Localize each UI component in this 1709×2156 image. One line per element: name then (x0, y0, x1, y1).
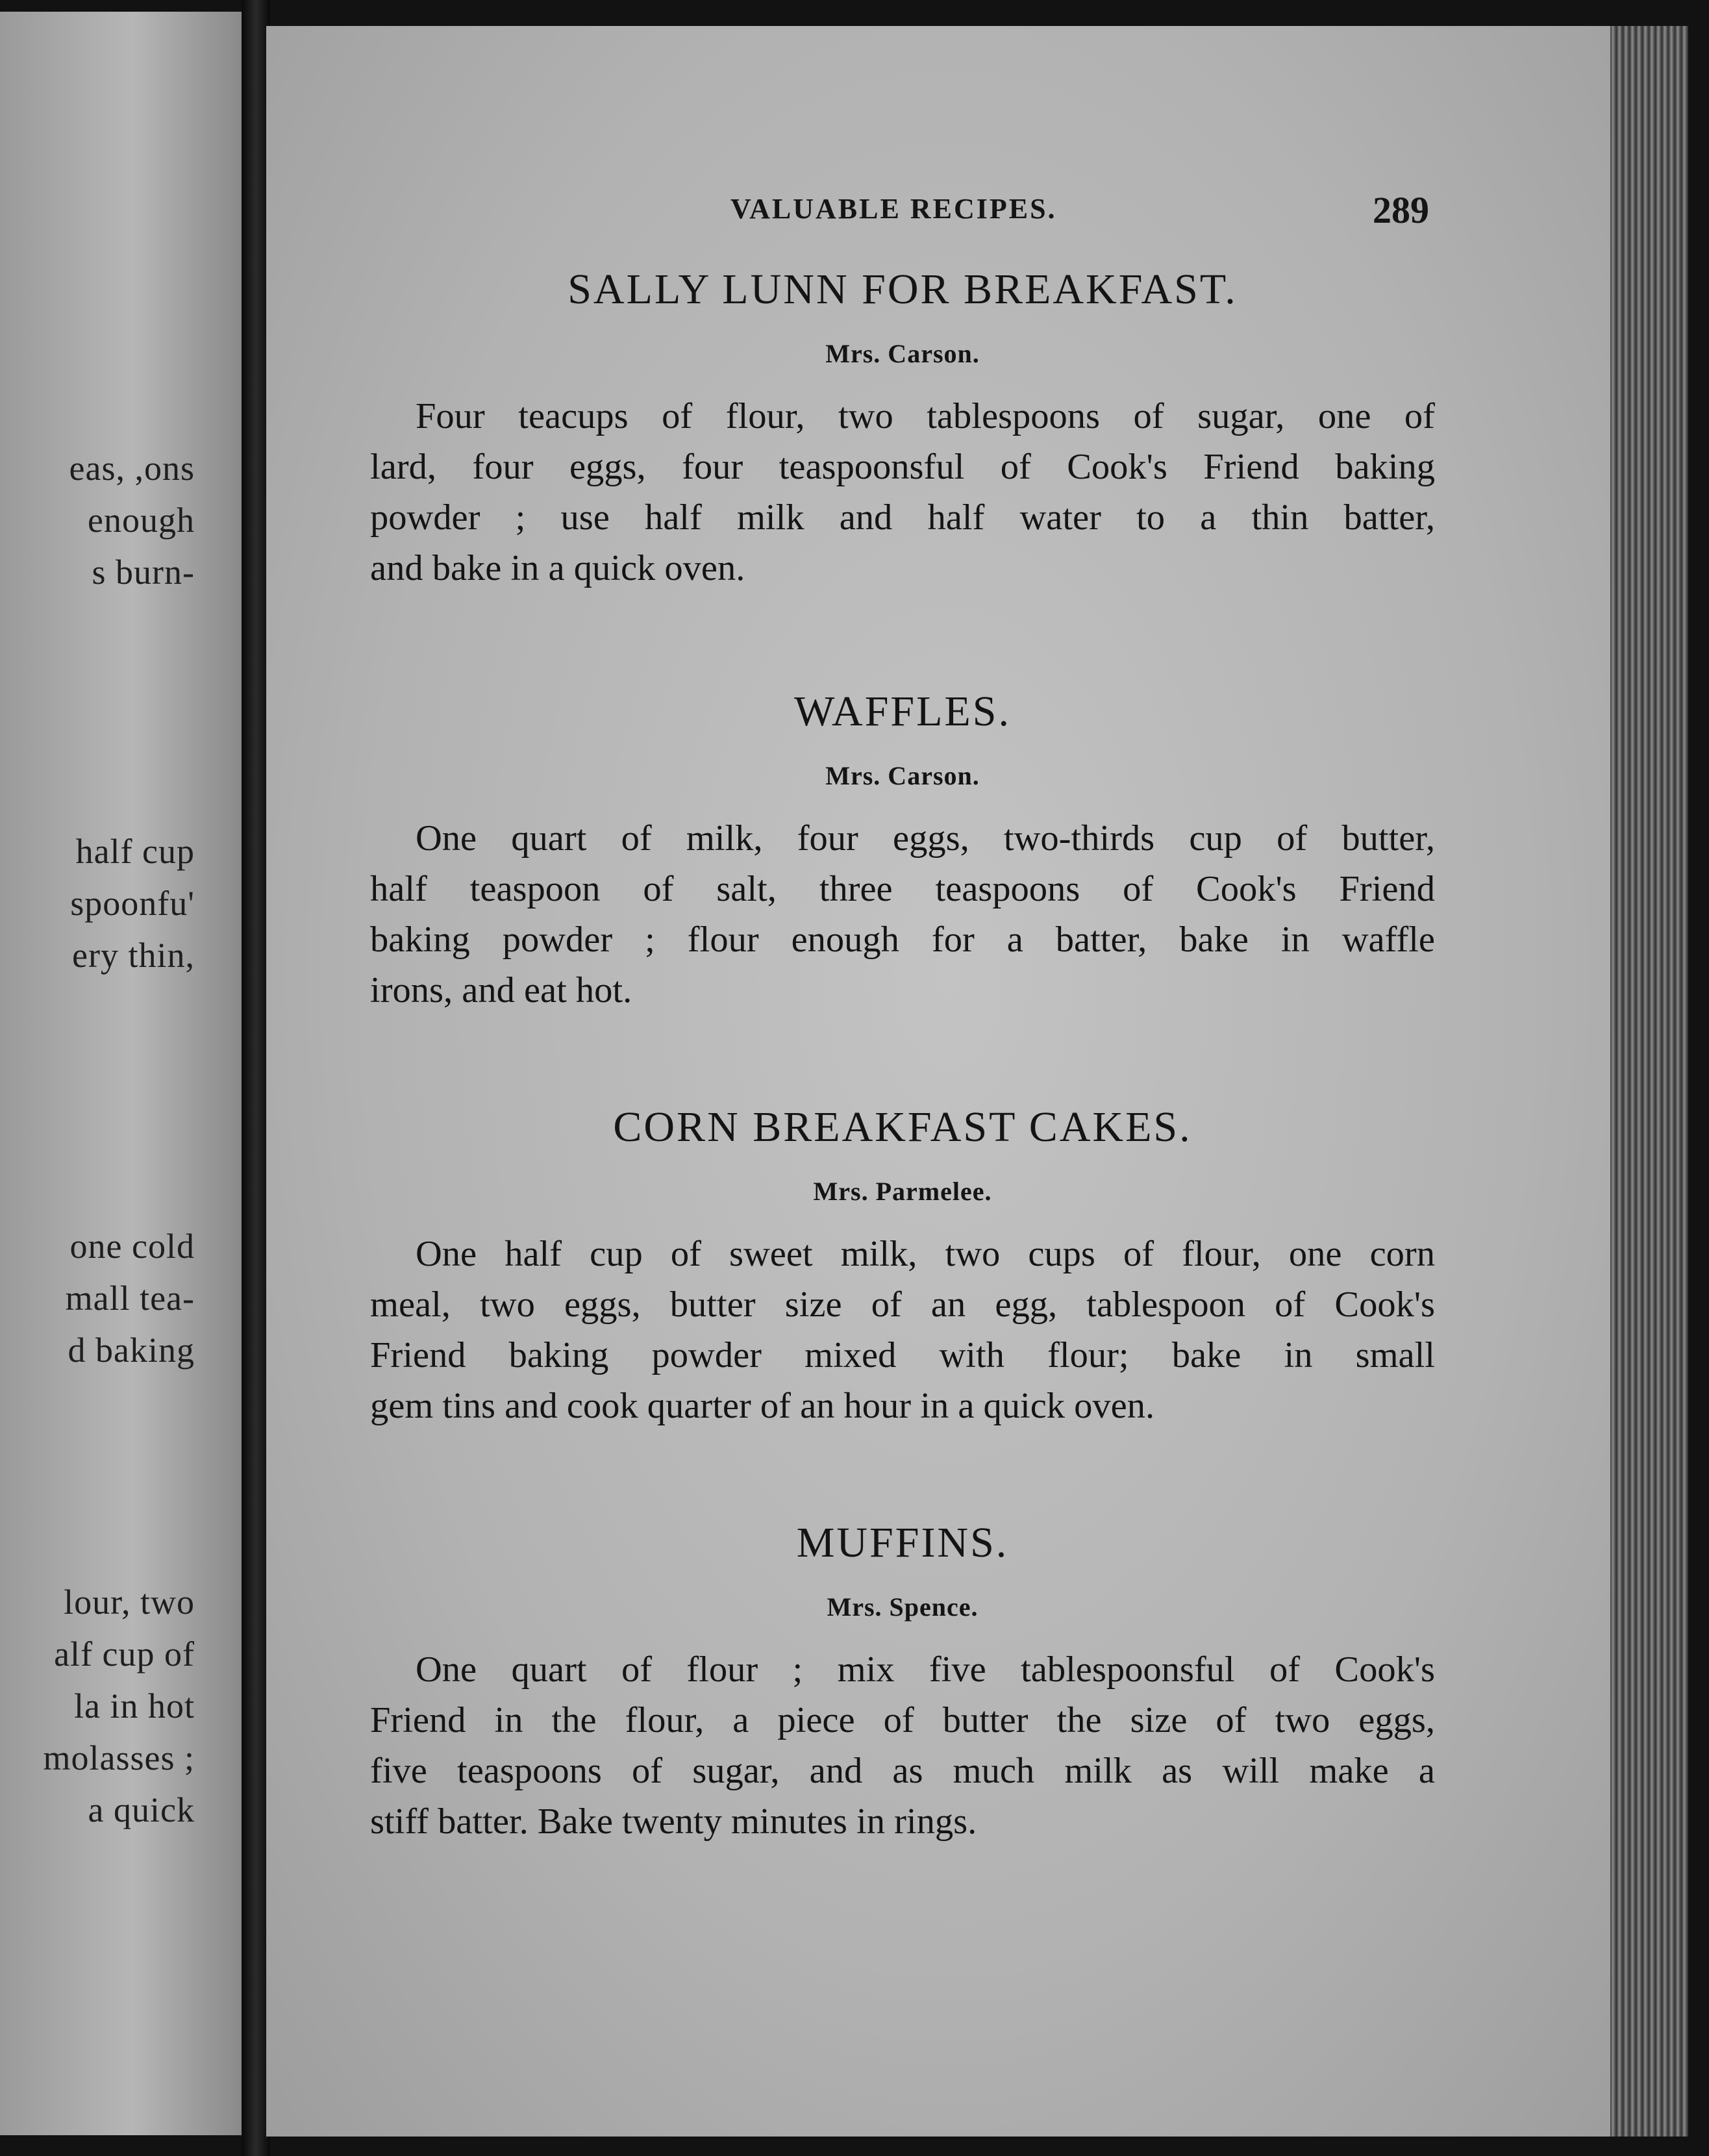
left-page-line: s burn- (92, 553, 195, 592)
recipe-text (370, 813, 1435, 1016)
recipe-text-line: One half cup of sweet milk, two cups of flour, one corn (416, 1233, 1435, 1274)
left-page-line: spoonfu' (70, 884, 195, 923)
recipe-text-line: five teaspoons of sugar, and as much milk as will make a (370, 1750, 1435, 1791)
recipe-corn-breakfast-cakes (370, 1104, 1435, 1431)
recipe-text-line: Four teacups of flour, two tablespoons of sugar, one of (416, 395, 1435, 436)
recipe-title: SALLY LUNN FOR BREAKFAST. (568, 266, 1238, 313)
recipe-text-line: stiff batter. Bake twenty minutes in rings. (370, 1801, 977, 1842)
left-page-line: half cup (75, 832, 195, 871)
left-page-line: mall tea- (65, 1279, 195, 1318)
recipe-text-line: One quart of flour ; mix five tablespoonsful of Cook's (416, 1649, 1435, 1690)
page-edges (1610, 26, 1688, 2137)
left-page-line: d baking (68, 1331, 195, 1370)
recipe-author: Mrs. Carson. (825, 760, 980, 790)
recipe-text-line: meal, two eggs, butter size of an egg, tablespoon of Cook's (370, 1284, 1435, 1325)
recipe-title: WAFFLES. (794, 688, 1011, 735)
recipe-muffins (370, 1520, 1435, 1847)
recipe-text-line: One quart of milk, four eggs, two-thirds cup of butter, (416, 818, 1435, 859)
recipe-title: MUFFINS. (796, 1519, 1009, 1566)
left-page-line: enough (88, 501, 195, 540)
recipe-author: Mrs. Carson. (825, 338, 980, 368)
recipe-title: CORN BREAKFAST CAKES. (613, 1103, 1192, 1151)
previous-page-fragment (0, 12, 242, 2135)
recipe-author: Mrs. Spence. (827, 1592, 979, 1622)
left-page-line: a quick (88, 1790, 195, 1829)
recipe-text (370, 1229, 1435, 1431)
left-page-line: one cold (69, 1227, 195, 1266)
left-page-line: ery thin, (72, 936, 195, 975)
recipe-waffles (370, 688, 1435, 1016)
recipe-author: Mrs. Parmelee. (813, 1176, 992, 1206)
left-page-line: lour, two (64, 1583, 195, 1622)
recipe-sally-lunn (370, 266, 1435, 594)
recipe-text-line: half teaspoon of salt, three teaspoons of Cook's Friend (370, 868, 1435, 909)
recipe-text-line: and bake in a quick oven. (370, 547, 745, 588)
recipe-text-line: gem tins and cook quarter of an hour in a quick oven. (370, 1385, 1155, 1426)
left-page-line: molasses ; (43, 1738, 195, 1777)
recipe-text-line: powder ; use half milk and half water to a thin batter, (370, 497, 1435, 538)
recipe-text-line: irons, and eat hot. (370, 970, 632, 1010)
left-page-line: la in hot (74, 1686, 195, 1725)
left-page-line: alf cup of (54, 1635, 195, 1673)
recipe-text-line: Friend baking powder mixed with flour; bake in small (370, 1335, 1435, 1375)
left-page-line: eas, ,ons (69, 449, 195, 488)
recipe-text (370, 1644, 1435, 1847)
running-head: VALUABLE RECIPES. (730, 193, 1057, 225)
recipe-text-line: lard, four eggs, four teaspoonsful of Cook's Friend baking (370, 446, 1435, 487)
recipe-text-line: Friend in the flour, a piece of butter the size of two eggs, (370, 1699, 1435, 1740)
recipe-text (370, 391, 1435, 594)
page-number: 289 (1373, 189, 1429, 231)
recipe-text-line: baking powder ; flour enough for a batter, bake in waffle (370, 919, 1435, 960)
